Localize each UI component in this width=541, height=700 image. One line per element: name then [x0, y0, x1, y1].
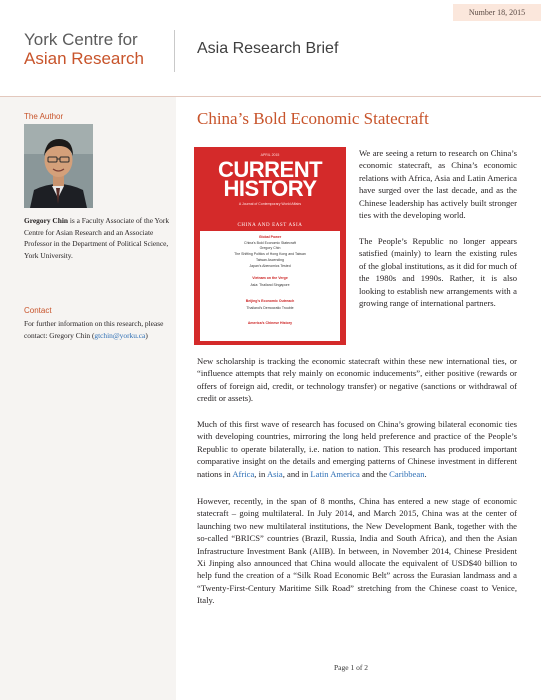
cover-feature: Global Power [258, 235, 282, 239]
current-history-cover-image [194, 147, 346, 345]
paragraph-1: We are seeing a return to research on China’s economic statecraft, as China’s economic relations with Africa, Asia and Latin America have surged over the last decade, and as the Chinese leadership has actively built stronger ties with the developing world. [359, 148, 517, 221]
contact-email-link[interactable]: gtchin@yorku.ca [94, 330, 146, 340]
brief-title: Asia Research Brief [197, 40, 339, 57]
cover-feature: Taiwan Ascending [255, 258, 285, 262]
header-divider [174, 30, 175, 72]
cover-subtitle: A Journal of Contemporary World Affairs [238, 202, 302, 206]
paragraph-5: However, recently, in the span of 8 months, China has entered a new stage of economic statecraft – going multilateral. In July 2014, and March 2015, China was at the center of launching two new multilateral institutions, the New Development Bank, together with the so-called “BRICS” countries (Brazil, Russia, India and South Africa), and then the Asian Infrastructure Investment Bank (AIIB). In between, in November 2014, Chinese President Xi Jinping also announced that China would allocate the equivalent of USD$40 billion to help fund the creation of a “Silk Road Economic Belt” across the Eurasian landmass and a “Twenty-First-Century Maritime Silk Road” stretching from the Chinese coast to Venice, Italy. [197, 496, 517, 606]
link-africa[interactable]: Africa [232, 468, 255, 479]
paragraph-2: The People’s Republic no longer appears satisfied (mainly) to learn the existing rules of the global institutions, as it did for much of the 1980s and 1990s. Rather, it is also looking to establish new arrangements with a growing range of international partners. [359, 236, 518, 309]
link-latin-america[interactable]: Latin America [310, 468, 360, 479]
paragraph-4-sep: , and in [282, 468, 311, 479]
article-title: China’s Bold Economic Statecraft [197, 109, 429, 128]
org-name-line1: York Centre for [24, 30, 138, 49]
cover-feature: The Shifting Politics of Hong Kong and Taiwan [234, 252, 306, 256]
author-name: Gregory Chin [24, 216, 69, 225]
cover-feature: China’s Bold Economic Statecraft [244, 241, 296, 245]
cover-feature: Gregory Chin [259, 246, 281, 250]
author-bio [24, 215, 170, 261]
cover-feature: Asia: Thailand Singapore [250, 283, 290, 287]
paragraph-3: New scholarship is tracking the economic statecraft within these new international ties, or “influence attempts that rely mainly on economic inducements”, either positive (rewards or offers of foreign aid, credit, or technology transfer) or negative (sanctions or withdrawal of credit or assets). [197, 356, 517, 404]
cover-masthead [194, 157, 346, 201]
cover-feature: Thailand’s Democratic Trouble [246, 306, 294, 310]
cover-date: APRIL 2015 [260, 153, 280, 157]
cover-feature: America’s Chinese History [247, 321, 293, 325]
cover-contents-panel [200, 221, 340, 341]
cover-masthead-line2: HISTORY [223, 176, 317, 201]
page-footer: Page 1 of 2 [334, 663, 368, 672]
cover-theme-band: CHINA AND EAST ASIA [200, 221, 340, 231]
link-asia[interactable]: Asia [266, 468, 283, 479]
cover-feature: Vietnam on the Verge [252, 276, 288, 280]
author-heading: The Author [24, 112, 64, 121]
org-name-line2: Asian Research [24, 49, 145, 68]
paragraph-4-sep: , in [254, 468, 267, 479]
paragraph-4-sep: and the [359, 468, 390, 479]
link-caribbean[interactable]: Caribbean [389, 468, 425, 479]
cover-masthead-line1: CURRENT [217, 157, 323, 182]
contact-heading: Contact [24, 306, 52, 315]
paragraph-4-end: . [424, 468, 427, 479]
paragraph-4-text: Much of this first wave of research has focused on China’s growing bilateral economic ties with developing countries, mirroring the long held preference and practice of the People’s Republic to operate bilaterally, i.e. nation to nation. This research has produced important comparative insight on the details and emerging patterns of Chinese investment in different nations in [197, 419, 517, 479]
org-logo-text [24, 30, 174, 68]
page-number-badge: Number 18, 2015 [453, 4, 541, 21]
author-photo [24, 124, 93, 208]
paragraph-4 [197, 418, 517, 480]
contact-info: For further information on this research, please contact: Gregory Chin (gtchin@yorku.ca) [24, 319, 164, 340]
author-bio-text: is a Faculty Associate of the York Centre for Asian Research and an Associate Professor in the Department of Political Science, York University. [24, 216, 170, 260]
cover-feature: Beijing’s Economic Outreach [245, 299, 295, 303]
cover-feature: Japan’s Abenomics Tested [249, 264, 291, 268]
contact-text: For further information on this research, please contact: Gregory Chin [24, 319, 164, 340]
